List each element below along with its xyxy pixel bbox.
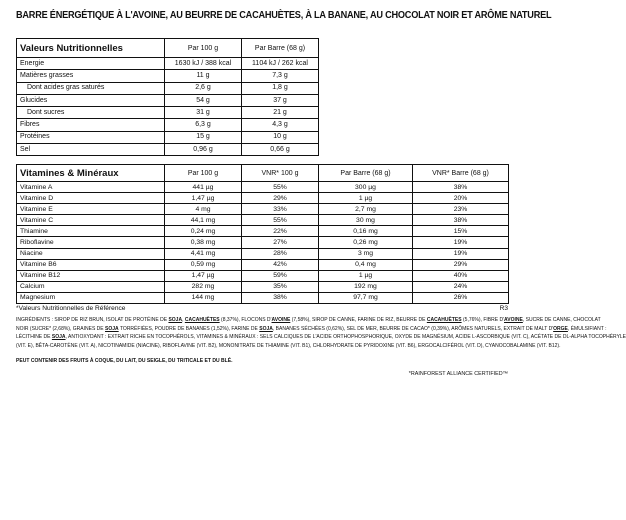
vitamins-table [16, 164, 509, 304]
row-per100: 0,96 g [165, 144, 242, 156]
row-per100: 441 µg [165, 182, 242, 193]
row-per100: 44,1 mg [165, 215, 242, 226]
row-label: Energie [17, 58, 165, 70]
row-vnrbar: 15% [413, 226, 509, 237]
row-label: Vitamine B12 [17, 270, 165, 281]
col-perbar: Par Barre (68 g) [319, 165, 413, 182]
row-label: Sel [17, 144, 165, 156]
row-label: Riboflavine [17, 237, 165, 248]
allergen-warning: PEUT CONTENIR DES FRUITS À COQUE, DU LAIT, DU SEIGLE, DU TRITICALE ET DU BLÉ. [16, 358, 233, 364]
row-label: Fibres [17, 119, 165, 131]
row-vnr100: 42% [242, 259, 319, 270]
row-perbar: 0,66 g [242, 144, 319, 156]
row-per100: 54 g [165, 94, 242, 106]
row-vnrbar: 19% [413, 237, 509, 248]
row-per100: 0,38 mg [165, 237, 242, 248]
row-label: Thiamine [17, 226, 165, 237]
table-row [17, 226, 509, 237]
row-per100: 0,24 mg [165, 226, 242, 237]
row-vnrbar: 24% [413, 281, 509, 292]
row-vnrbar: 38% [413, 215, 509, 226]
row-per100: 31 g [165, 107, 242, 119]
row-perbar: 97,7 mg [319, 292, 413, 303]
ingredients-list [16, 316, 626, 350]
nutrition-header-row [17, 39, 319, 58]
row-perbar: 3 mg [319, 248, 413, 259]
row-perbar: 0,26 mg [319, 237, 413, 248]
row-per100: 1630 kJ / 388 kcal [165, 58, 242, 70]
table-row [17, 292, 509, 303]
row-perbar: 1104 kJ / 262 kcal [242, 58, 319, 70]
vitamins-heading: Vitamines & Minéraux [17, 165, 165, 182]
row-vnrbar: 19% [413, 248, 509, 259]
row-per100: 15 g [165, 131, 242, 143]
nutrition-table [16, 38, 319, 156]
row-perbar: 1 µg [319, 193, 413, 204]
table-row [17, 182, 509, 193]
row-label: Vitamine B6 [17, 259, 165, 270]
table-row [17, 144, 319, 156]
table-row [17, 58, 319, 70]
table-row [17, 107, 319, 119]
row-vnrbar: 29% [413, 259, 509, 270]
row-vnrbar: 40% [413, 270, 509, 281]
col-perbar: Par Barre (68 g) [242, 39, 319, 58]
table-row [17, 131, 319, 143]
vnr-footnote: *Valeurs Nutritionnelles de Référence [16, 305, 126, 312]
row-label: Niacine [17, 248, 165, 259]
rainforest-certification: *RAINFOREST ALLIANCE CERTIFIED™ [408, 371, 508, 377]
row-perbar: 0,4 mg [319, 259, 413, 270]
row-perbar: 1 µg [319, 270, 413, 281]
row-vnr100: 22% [242, 226, 319, 237]
table-row [17, 270, 509, 281]
row-perbar: 300 µg [319, 182, 413, 193]
row-perbar: 2,7 mg [319, 204, 413, 215]
row-vnrbar: 26% [413, 292, 509, 303]
row-vnr100: 33% [242, 204, 319, 215]
row-label: Matières grasses [17, 70, 165, 82]
row-vnr100: 55% [242, 182, 319, 193]
table-row [17, 204, 509, 215]
row-perbar: 37 g [242, 94, 319, 106]
row-per100: 282 mg [165, 281, 242, 292]
row-perbar: 4,3 g [242, 119, 319, 131]
row-vnr100: 29% [242, 193, 319, 204]
row-label: Dont sucres [17, 107, 165, 119]
row-vnr100: 59% [242, 270, 319, 281]
row-vnr100: 35% [242, 281, 319, 292]
row-label: Dont acides gras saturés [17, 82, 165, 94]
row-perbar: 1,8 g [242, 82, 319, 94]
col-per100: Par 100 g [165, 39, 242, 58]
row-vnr100: 55% [242, 215, 319, 226]
table-row [17, 193, 509, 204]
row-label: Calcium [17, 281, 165, 292]
row-perbar: 0,16 mg [319, 226, 413, 237]
table-row [17, 215, 509, 226]
table-row [17, 237, 509, 248]
table-row [17, 119, 319, 131]
table-row [17, 281, 509, 292]
row-per100: 1,47 µg [165, 270, 242, 281]
row-label: Magnesium [17, 292, 165, 303]
nutrition-heading: Valeurs Nutritionnelles [17, 39, 165, 58]
row-perbar: 7,3 g [242, 70, 319, 82]
col-per100: Par 100 g [165, 165, 242, 182]
row-per100: 144 mg [165, 292, 242, 303]
row-per100: 6,3 g [165, 119, 242, 131]
row-vnrbar: 38% [413, 182, 509, 193]
vitamins-header-row [17, 165, 509, 182]
ingredients-line: (VIT. E), BÊTA-CAROTÈNE (VIT. A), NICOTINAMIDE (NIACINE), RIBOFLAVINE (VIT. B2), MONONITRATE DE THIAMINE (VIT. B1), CHLORHYDRATE DE PYRIDOXINE (VIT. B6), ERGOCALCIFÉROL (VIT. D), CYANOCOBALAMINE (VIT. B12). [16, 342, 561, 349]
row-vnr100: 28% [242, 248, 319, 259]
row-per100: 0,59 mg [165, 259, 242, 270]
row-label: Vitamine D [17, 193, 165, 204]
ingredients-line: INGRÉDIENTS : SIROP DE RIZ BRUN, ISOLAT DE PROTÉINE DE SOJA, CACAHUÈTES (8,37%), FLOCONS D'AVOINE (7,58%), SIROP DE CANNE, FARINE DE RIZ, BEURRE DE CACAHUÈTES (5,76%), FIBRE D'AVOINE, SUCRE DE CANNE, CHOCOLAT [16, 317, 601, 323]
ingredients-line: LÉCITHINE DE SOJA, ANTIOXYDANT : EXTRAIT RICHE EN TOCOPHÉROLS, VITAMINES & MINÉRAUX : SELS CALCIQUES DE L'ACIDE ORTHOPHOSPHORIQUE, OXYDE DE MAGNÉSIUM, ACIDE L-ASCORBIQUE (VIT. C), ACÉTATE DE DL-ALPHA TOCOPHÉRYLE [16, 334, 626, 341]
row-label: Vitamine A [17, 182, 165, 193]
row-vnr100: 38% [242, 292, 319, 303]
product-title: BARRE ÉNERGÉTIQUE À L'AVOINE, AU BEURRE DE CACAHUÈTES, À LA BANANE, AU CHOCOLAT NOIR ET ARÔME NATUREL [16, 10, 552, 21]
col-vnrbar: VNR* Barre (68 g) [413, 165, 509, 182]
table-row [17, 259, 509, 270]
col-vnr100: VNR* 100 g [242, 165, 319, 182]
row-per100: 4 mg [165, 204, 242, 215]
table-row [17, 70, 319, 82]
row-per100: 2,6 g [165, 82, 242, 94]
row-label: Glucides [17, 94, 165, 106]
ingredients-line: NOIR (SUCRE* (2,68%), GRAINES DE SOJA TORRÉFIÉES, POUDRE DE BANANES (1,52%), FARINE DE SOJA, BANANES SÉCHÉES (0,62%), SEL DE MER, BEURRE DE CACAO* (0,39%), ARÔMES NATURELS, EXTRAIT DE MALT D'ORGE, ÉMULSIFIANT : [16, 325, 607, 332]
reference-code: R3 [499, 305, 508, 312]
row-vnr100: 27% [242, 237, 319, 248]
row-perbar: 21 g [242, 107, 319, 119]
row-label: Vitamine C [17, 215, 165, 226]
table-row [17, 248, 509, 259]
row-perbar: 10 g [242, 131, 319, 143]
table-row [17, 82, 319, 94]
row-perbar: 30 mg [319, 215, 413, 226]
row-vnrbar: 23% [413, 204, 509, 215]
row-per100: 4,41 mg [165, 248, 242, 259]
row-label: Protéines [17, 131, 165, 143]
row-per100: 1,47 µg [165, 193, 242, 204]
row-per100: 11 g [165, 70, 242, 82]
row-label: Vitamine E [17, 204, 165, 215]
table-row [17, 94, 319, 106]
row-vnrbar: 20% [413, 193, 509, 204]
row-perbar: 192 mg [319, 281, 413, 292]
